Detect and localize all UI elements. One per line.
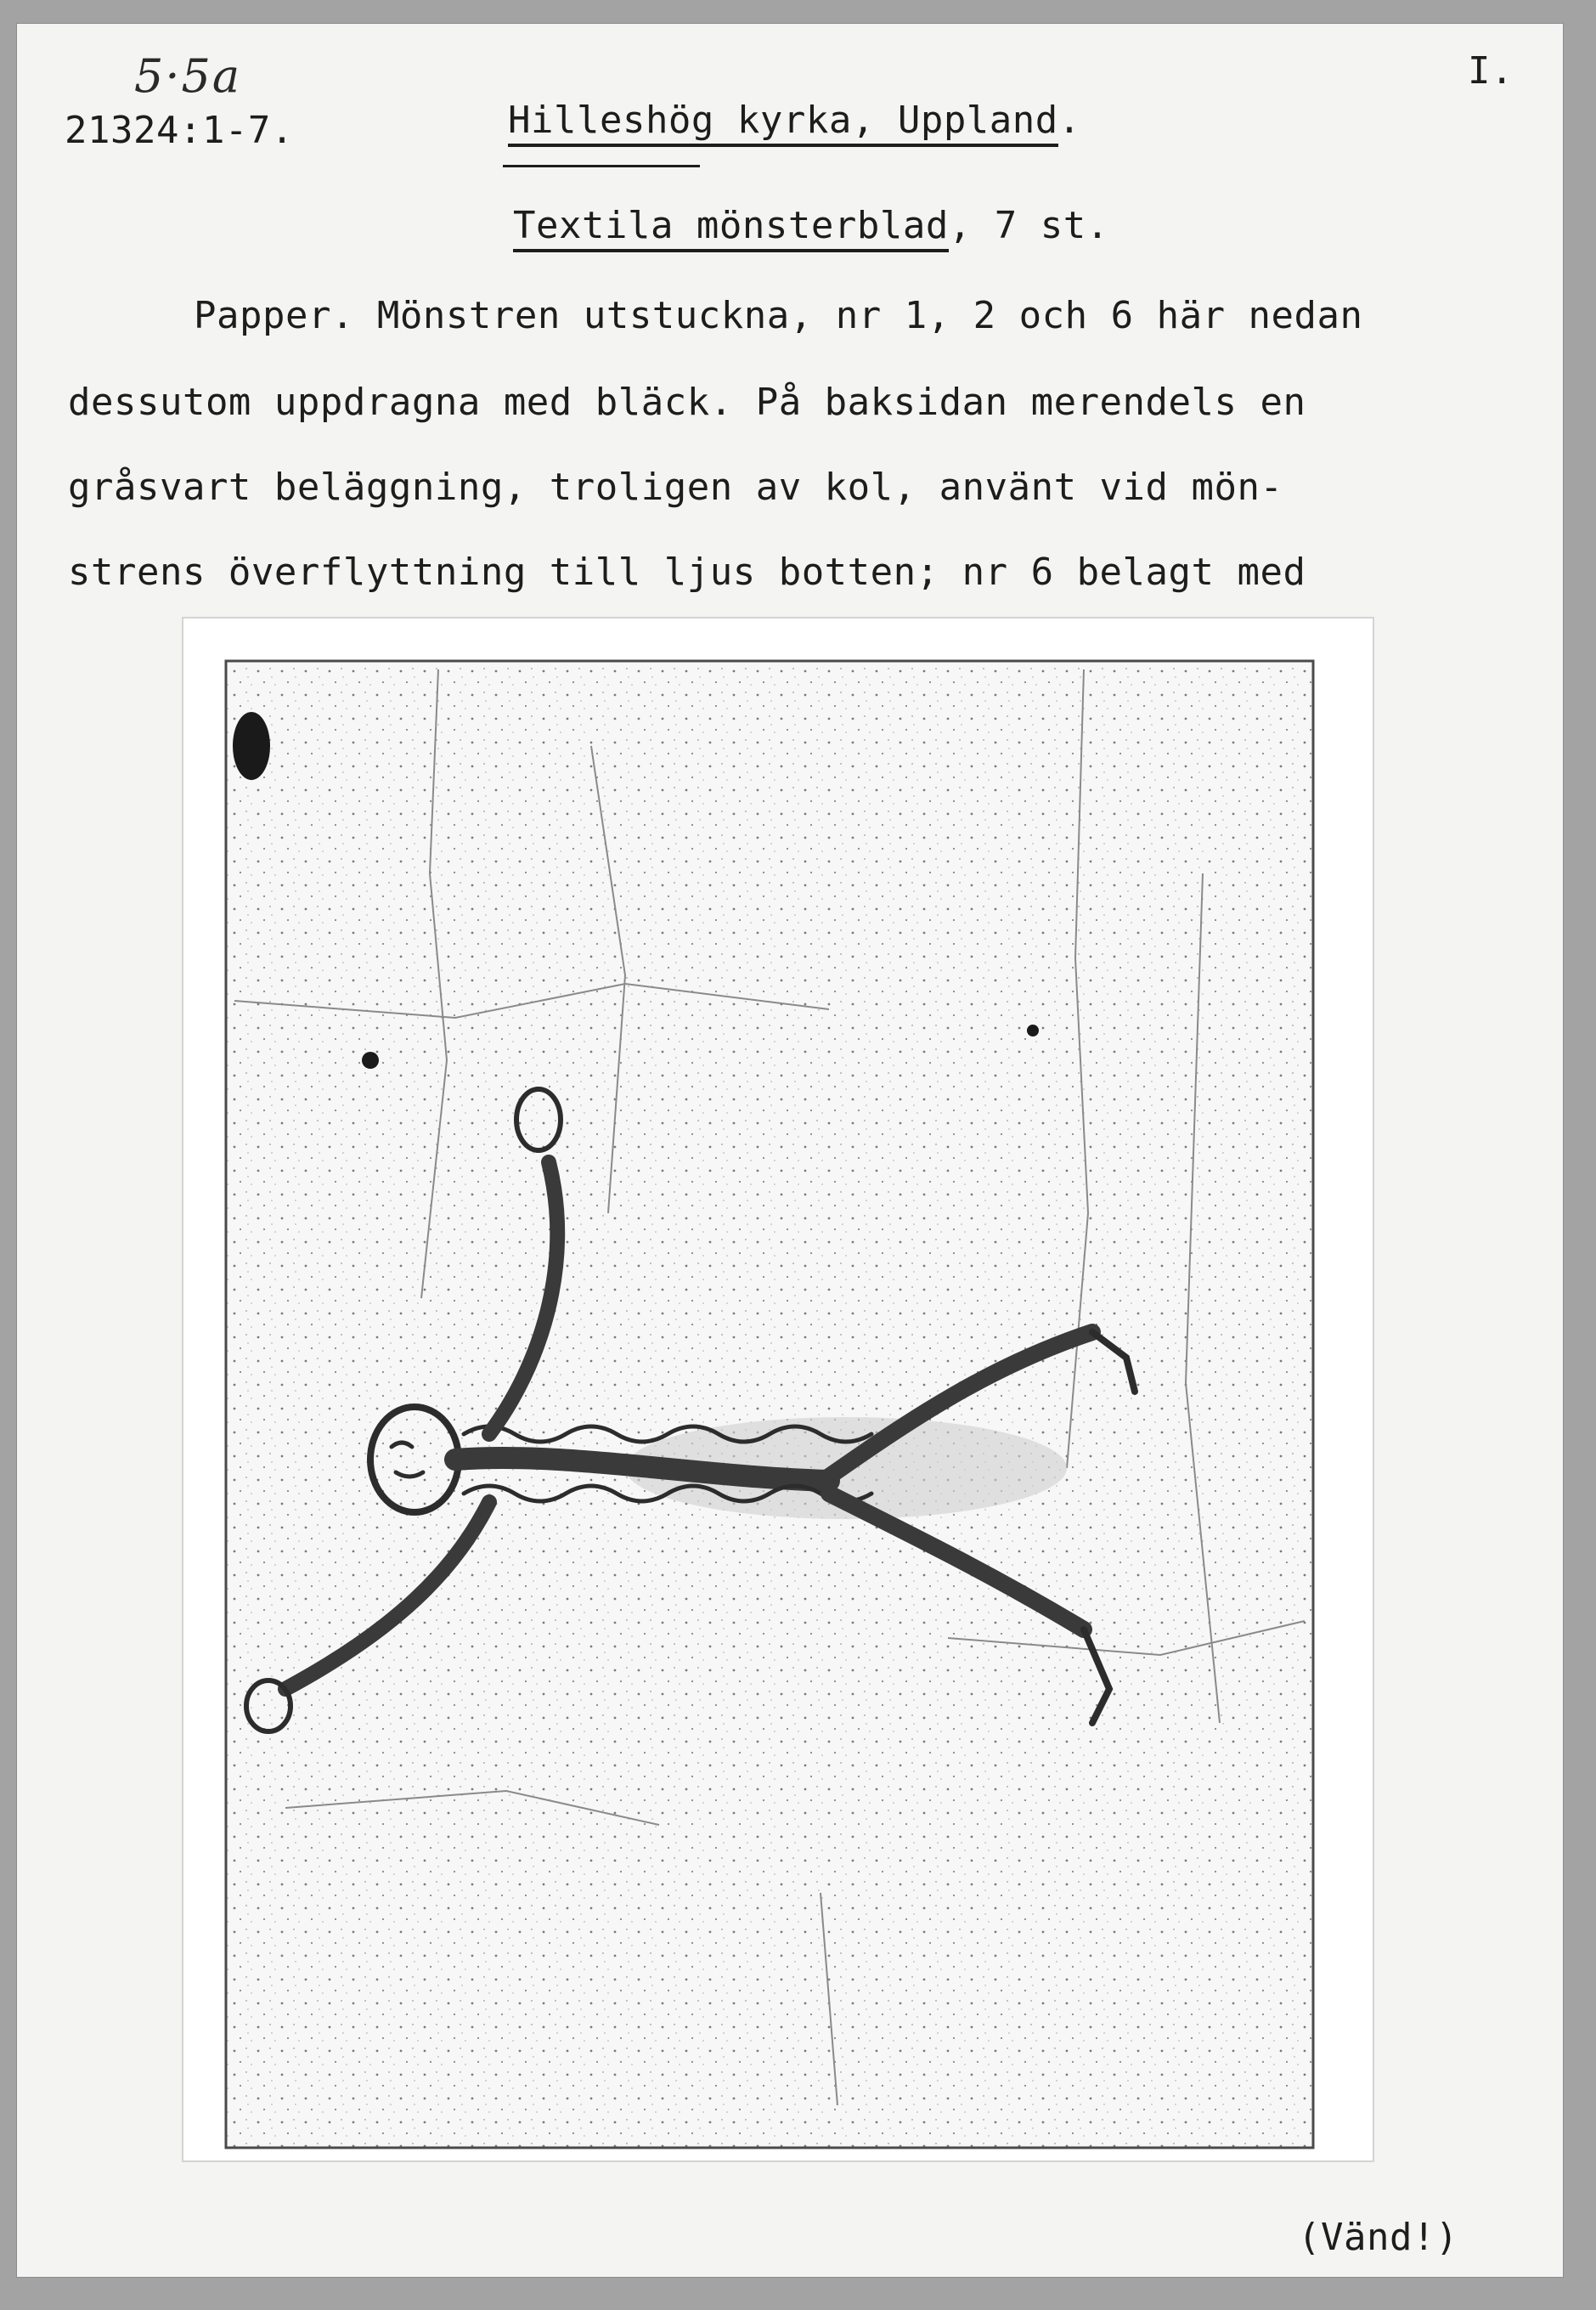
card-title-end: . bbox=[1057, 99, 1081, 142]
footer-note: (Vänd!) bbox=[1298, 2216, 1458, 2259]
card-subtitle-row bbox=[513, 204, 1109, 247]
pattern-photo-image bbox=[183, 618, 1373, 2160]
description-line-1: Papper. Mönstren utstuckna, nr 1, 2 och 6 här nedan bbox=[194, 294, 1363, 337]
title-divider bbox=[503, 165, 700, 167]
pattern-photograph bbox=[183, 618, 1373, 2160]
description-line-4: strens överflyttning till ljus botten; nr 6 belagt med bbox=[68, 551, 1306, 594]
page-marker: I. bbox=[1468, 49, 1514, 93]
description-line-3: gråsvart beläggning, troligen av kol, använt vid mön- bbox=[68, 466, 1283, 509]
description-line-2: dessutom uppdragna med bläck. På baksidan merendels en bbox=[68, 381, 1306, 424]
card-subtitle: Textila mönsterblad bbox=[513, 204, 949, 252]
pattern-sheet bbox=[226, 661, 1313, 2148]
card-title: Hilleshög kyrka, Uppland bbox=[508, 99, 1058, 147]
card-title-row bbox=[508, 99, 1081, 142]
handwritten-number: 5·5a bbox=[134, 49, 242, 103]
catalog-card bbox=[17, 24, 1563, 2277]
card-subtitle-rest: , 7 st. bbox=[948, 204, 1109, 247]
inventory-number: 21324:1-7. bbox=[65, 109, 294, 152]
ink-blot bbox=[233, 712, 270, 780]
